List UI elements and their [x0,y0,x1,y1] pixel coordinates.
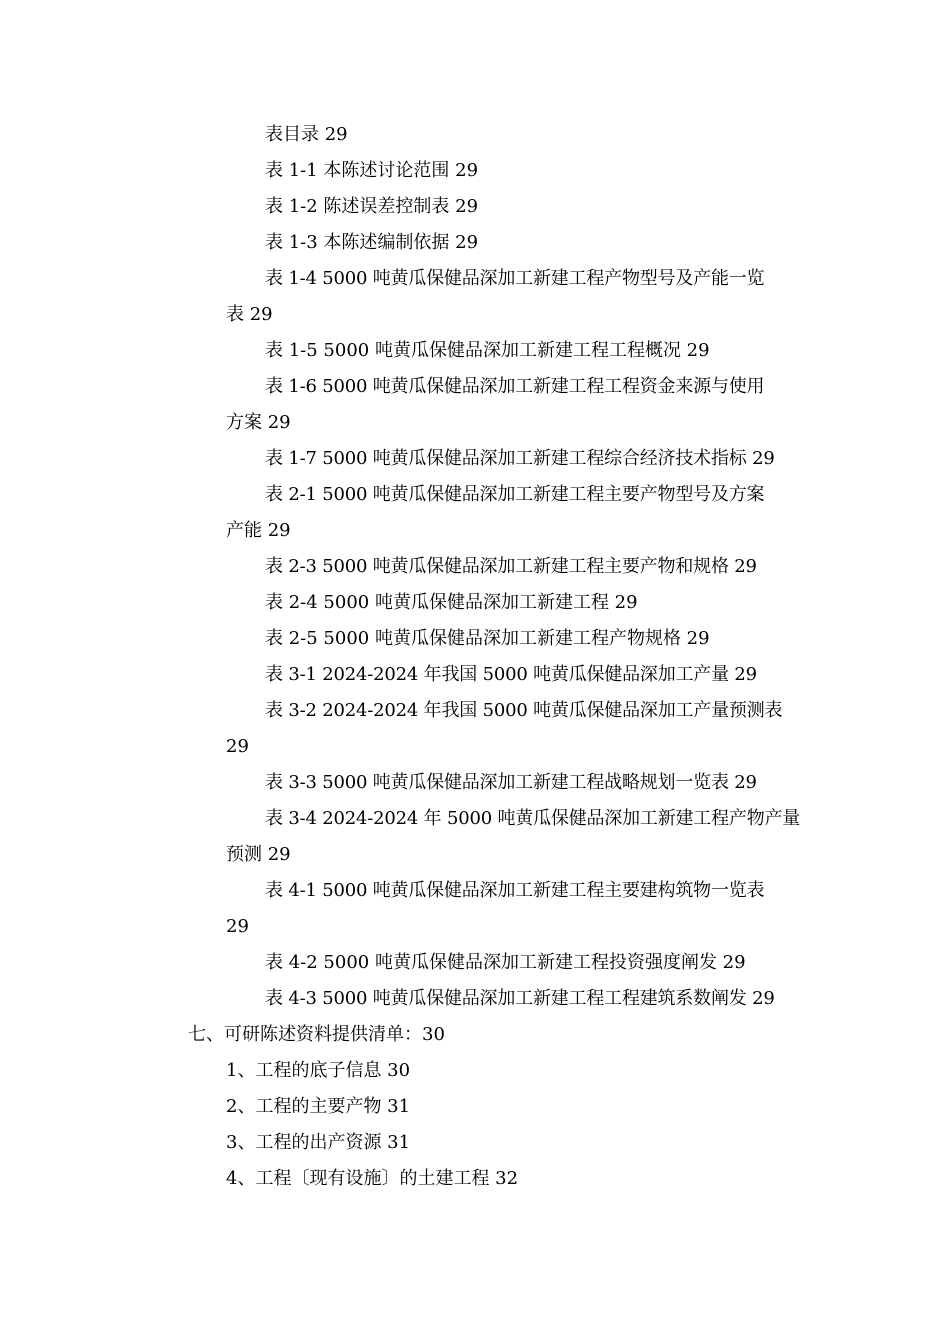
toc-entry[interactable] [188,333,808,369]
toc-entry-text: 表 1-3 本陈述编制依据 29 [265,232,479,253]
toc-entry-text: 表 1-6 5000 吨黄瓜保健品深加工新建工程工程资金来源与使用 [265,376,765,397]
toc-entry[interactable] [188,117,808,153]
toc-entry-text: 表 1-5 5000 吨黄瓜保健品深加工新建工程工程概况 29 [265,340,710,361]
toc-entry[interactable] [188,225,808,261]
toc-entry-text: 表 1-4 5000 吨黄瓜保健品深加工新建工程产物型号及产能一览 [265,268,765,289]
toc-entry-text: 表 1-2 陈述误差控制表 29 [265,196,479,217]
toc-entry-subsection[interactable] [188,1161,808,1197]
toc-entry-text-continued: 预测 29 [226,844,291,865]
toc-entry-text-continued: 表 29 [226,304,273,325]
toc-entry-text: 表 2-4 5000 吨黄瓜保健品深加工新建工程 29 [265,592,638,613]
toc-entry[interactable] [188,189,808,225]
toc-entry-text: 表 3-2 2024-2024 年我国 5000 吨黄瓜保健品深加工产量预测表 [265,700,783,721]
toc-entry[interactable] [188,945,808,981]
toc-entry-text: 表 4-3 5000 吨黄瓜保健品深加工新建工程工程建筑系数阐发 29 [265,988,775,1009]
toc-subsection-text: 1、工程的底子信息 30 [226,1060,411,1081]
toc-entry-text: 表目录 29 [265,124,348,145]
toc-entry[interactable] [188,441,808,477]
toc-entry-text: 表 3-3 5000 吨黄瓜保健品深加工新建工程战略规划一览表 29 [265,772,757,793]
toc-section-text: 七、可研陈述资料提供清单：30 [188,1024,445,1045]
toc-entry-text: 表 2-5 5000 吨黄瓜保健品深加工新建工程产物规格 29 [265,628,710,649]
toc-entry-text-continued: 29 [226,916,249,937]
toc-entry[interactable] [188,369,808,441]
toc-entry-text-continued: 方案 29 [226,412,291,433]
toc-entry-subsection[interactable] [188,1089,808,1125]
toc-entry-text: 表 1-7 5000 吨黄瓜保健品深加工新建工程综合经济技术指标 29 [265,448,775,469]
toc-entry[interactable] [188,693,808,765]
toc-entry[interactable] [188,873,808,945]
toc-entry[interactable] [188,585,808,621]
toc-entry-text: 表 2-1 5000 吨黄瓜保健品深加工新建工程主要产物型号及方案 [265,484,765,505]
toc-entry[interactable] [188,981,808,1017]
toc-entry[interactable] [188,261,808,333]
toc-entry-subsection[interactable] [188,1125,808,1161]
toc-entry[interactable] [188,549,808,585]
toc-subsection-text: 4、工程〔现有设施〕的土建工程 32 [226,1168,519,1189]
toc-entry[interactable] [188,801,808,873]
toc-entry[interactable] [188,153,808,189]
toc-entry-text: 表 3-1 2024-2024 年我国 5000 吨黄瓜保健品深加工产量 29 [265,664,757,685]
toc-entry-text-continued: 产能 29 [226,520,291,541]
toc-entry-text: 表 3-4 2024-2024 年 5000 吨黄瓜保健品深加工新建工程产物产量 [265,808,801,829]
toc-subsection-text: 3、工程的出产资源 31 [226,1132,411,1153]
toc-entry[interactable] [188,477,808,549]
toc-entry-text: 表 4-2 5000 吨黄瓜保健品深加工新建工程投资强度阐发 29 [265,952,746,973]
toc-entry-subsection[interactable] [188,1053,808,1089]
toc-subsection-text: 2、工程的主要产物 31 [226,1096,411,1117]
toc-entry-section[interactable] [188,1017,808,1053]
toc-entry-text-continued: 29 [226,736,249,757]
toc-entry-text: 表 1-1 本陈述讨论范围 29 [265,160,479,181]
toc-entry[interactable] [188,765,808,801]
toc-entry[interactable] [188,657,808,693]
toc-entry-text: 表 2-3 5000 吨黄瓜保健品深加工新建工程主要产物和规格 29 [265,556,757,577]
toc-entry[interactable] [188,621,808,657]
table-of-contents [188,117,808,1197]
toc-entry-text: 表 4-1 5000 吨黄瓜保健品深加工新建工程主要建构筑物一览表 [265,880,765,901]
